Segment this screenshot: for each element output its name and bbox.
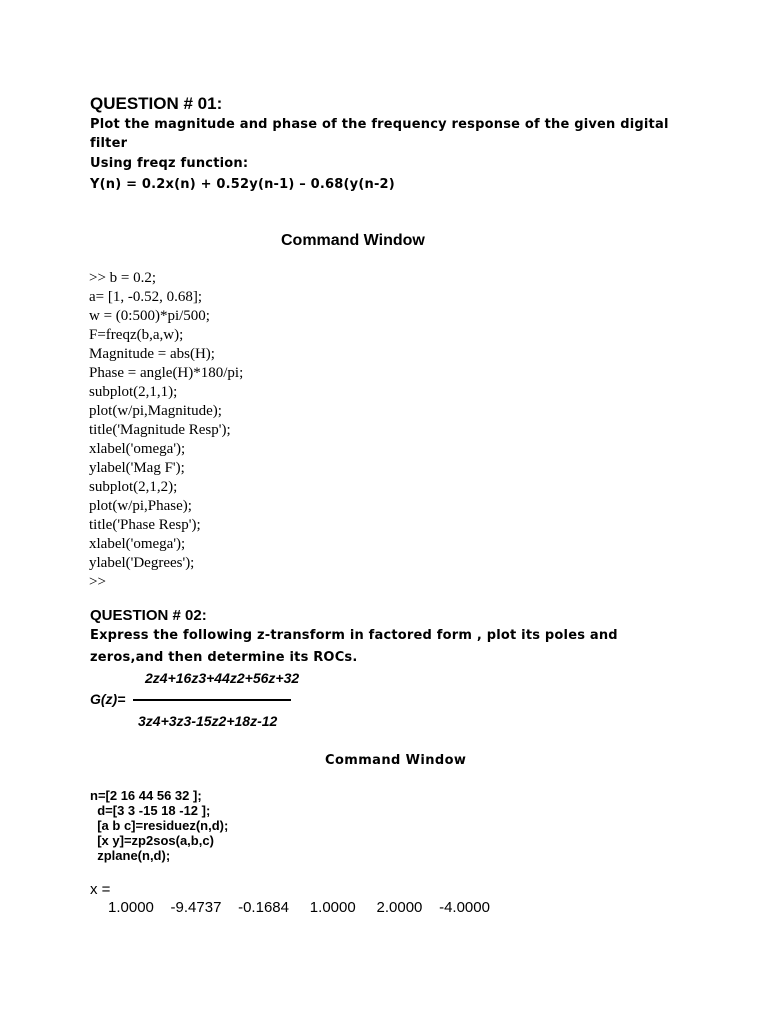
question-1-title: QUESTION # 01:: [90, 94, 223, 113]
output-values: 1.0000 -9.4737 -0.1684 1.0000 2.0000 -4.0000: [108, 899, 490, 916]
code-line: ylabel('Mag F');: [89, 460, 185, 476]
code-line: >>: [89, 574, 106, 590]
code-line: [x y]=zp2sos(a,b,c): [90, 833, 214, 848]
code-line: plot(w/pi,Magnitude);: [89, 403, 222, 419]
question-1-equation: Y(n) = 0.2x(n) + 0.52y(n-1) – 0.68(y(n-2): [90, 177, 395, 192]
fraction-bar: [133, 699, 291, 701]
code-line: ylabel('Degrees');: [89, 555, 195, 571]
code-line: xlabel('omega');: [89, 441, 186, 457]
command-window-heading-1: Command Window: [281, 232, 425, 249]
code-line: [a b c]=residuez(n,d);: [90, 818, 229, 833]
code-line: Phase = angle(H)*180/pi;: [89, 365, 244, 381]
command-window-heading-2: Command Window: [325, 753, 467, 768]
output-variable: x =: [90, 881, 111, 898]
code-line: n=[2 16 44 56 32 ];: [90, 788, 202, 803]
question-2-title: QUESTION # 02:: [90, 607, 207, 624]
code-line: w = (0:500)*pi/500;: [89, 308, 210, 324]
transfer-function-numerator: 2z4+16z3+44z2+56z+32: [145, 670, 300, 686]
code-line: d=[3 3 -15 18 -12 ];: [90, 803, 211, 818]
code-line: subplot(2,1,2);: [89, 479, 178, 495]
question-2-line-1: Express the following z-transform in factored form , plot its poles and: [90, 628, 618, 643]
code-line: >> b = 0.2;: [89, 270, 157, 286]
question-2-line-2: zeros,and then determine its ROCs.: [90, 650, 358, 665]
question-1-line-2: filter: [90, 136, 128, 151]
code-line: title('Phase Resp');: [89, 517, 201, 533]
transfer-function-lhs: G(z)=: [90, 691, 126, 707]
question-1-line-3: Using freqz function:: [90, 156, 249, 171]
question-1-line-1: Plot the magnitude and phase of the frequency response of the given digital: [90, 117, 669, 132]
code-line: Magnitude = abs(H);: [89, 346, 215, 362]
code-line: subplot(2,1,1);: [89, 384, 178, 400]
command-window-code-1: [89, 269, 243, 592]
code-line: zplane(n,d);: [90, 848, 171, 863]
code-line: F=freqz(b,a,w);: [89, 327, 184, 343]
code-line: xlabel('omega');: [89, 536, 186, 552]
code-line: title('Magnitude Resp');: [89, 422, 231, 438]
command-window-code-2: [90, 788, 228, 863]
code-line: plot(w/pi,Phase);: [89, 498, 192, 514]
transfer-function-denominator: 3z4+3z3-15z2+18z-12: [138, 713, 278, 729]
code-line: a= [1, -0.52, 0.68];: [89, 289, 203, 305]
